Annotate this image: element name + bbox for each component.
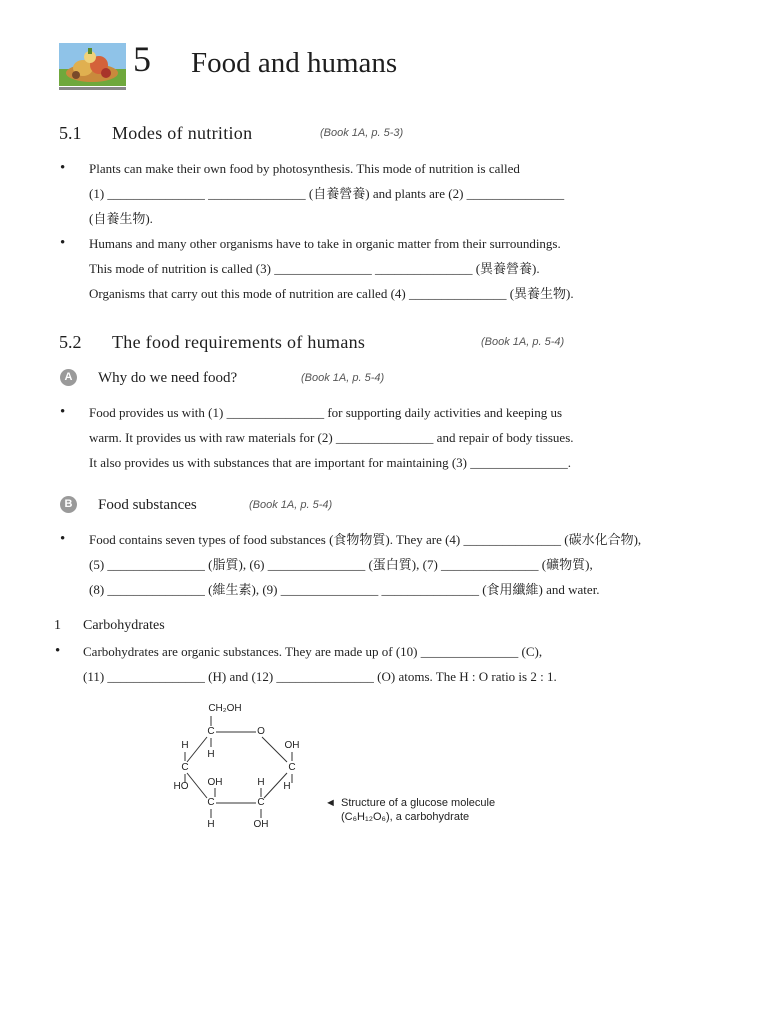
text-line: Food provides us with (1) _______________ for supporting daily activities and keeping us: [89, 405, 563, 420]
subsection-number: 1: [54, 618, 61, 633]
text-line: Food contains seven types of food substances (食物物質). They are (4) _______________ (碳水化合物),: [89, 532, 642, 547]
section-number-5-2: 5.2: [59, 332, 82, 352]
text-line: This mode of nutrition is called (3) _______________ _______________ (異養營養).: [89, 261, 540, 276]
section-ref-5-1: (Book 1A, p. 5-3): [320, 127, 404, 139]
chem-label-oh-c3: OH: [207, 777, 223, 788]
chem-label-oh-c2: OH: [253, 819, 269, 830]
chem-label-c5: C: [207, 726, 215, 737]
bullet-marker: •: [60, 160, 66, 176]
section-title-5-2: The food requirements of humans: [112, 332, 366, 352]
chapter-number: 5: [133, 39, 151, 79]
text-line: (8) _______________ (維生素), (9) _______________ _______________ (食用纖維) and water.: [89, 582, 600, 597]
paragraph-photosynthesis: [89, 156, 564, 231]
chem-label-ch2oh: CH₂OH: [208, 703, 242, 714]
bullet-marker: •: [60, 531, 66, 547]
part-a-badge: A: [60, 369, 77, 386]
section-number-5-1: 5.1: [59, 123, 82, 143]
chem-label-h-c4: H: [181, 740, 189, 751]
chem-label-h-c1: H: [283, 781, 291, 792]
part-b-title: Food substances: [98, 497, 197, 513]
bullet-marker: •: [60, 404, 66, 420]
chem-label-c3: C: [207, 797, 215, 808]
chem-label-oh-c1: OH: [284, 740, 300, 751]
part-a-ref: (Book 1A, p. 5-4): [301, 372, 385, 384]
text-line: warm. It provides us with raw materials for (2) _______________ and repair of body tissues.: [89, 430, 574, 445]
text-line: (1) _______________ _______________ (自養營養) and plants are (2) _______________: [89, 186, 565, 201]
subsection-title-carbohydrates: Carbohydrates: [83, 618, 165, 633]
chem-label-c4: C: [181, 762, 189, 773]
chem-label-h-c2: H: [257, 777, 265, 788]
section-ref-5-2: (Book 1A, p. 5-4): [481, 336, 565, 348]
paragraph-carbohydrates: [83, 639, 557, 689]
paragraph-heterotrophic: [89, 231, 574, 306]
caption-arrow-icon: ◄: [325, 797, 336, 809]
text-line: Organisms that carry out this mode of nutrition are called (4) _______________ (異養生物).: [89, 286, 574, 301]
text-line: Plants can make their own food by photosynthesis. This mode of nutrition is called: [89, 161, 520, 176]
chapter-logo-image: [59, 43, 126, 86]
section-title-5-1: Modes of nutrition: [112, 123, 253, 143]
part-a-title: Why do we need food?: [98, 370, 238, 386]
text-line: Humans and many other organisms have to take in organic matter from their surroundings.: [89, 236, 561, 251]
chem-label-ring-o: O: [257, 726, 265, 737]
text-line: (自養生物).: [89, 211, 153, 226]
part-b-badge: B: [60, 496, 77, 513]
food-pile-icon: [59, 43, 126, 86]
text-line: It also provides us with substances that are important for maintaining (3) _______________.: [89, 455, 571, 470]
text-line: Carbohydrates are organic substances. They are made up of (10) _______________ (C),: [83, 644, 543, 659]
chem-label-h-c3: H: [207, 819, 215, 830]
text-line: (5) _______________ (脂質), (6) _______________ (蛋白質), (7) _______________ (礦物質),: [89, 557, 593, 572]
bullet-marker: •: [55, 643, 61, 659]
paragraph-food-substances: [89, 527, 641, 602]
chem-label-h-c5: H: [207, 749, 215, 760]
part-b-ref: (Book 1A, p. 5-4): [249, 499, 333, 511]
figure-caption: [341, 796, 495, 824]
caption-line: Structure of a glucose molecule: [341, 797, 496, 809]
caption-line: (C₆H₁₂O₆), a carbohydrate: [341, 811, 470, 823]
chapter-title: Food and humans: [191, 47, 398, 79]
paragraph-why-food: [89, 400, 574, 475]
chem-label-c2: C: [257, 797, 265, 808]
chem-label-c1: C: [288, 762, 296, 773]
header-rule: [59, 87, 126, 90]
bullet-marker: •: [60, 235, 66, 251]
text-line: (11) _______________ (H) and (12) _______________ (O) atoms. The H : O ratio is 2 : 1.: [83, 669, 557, 684]
chem-label-ho-c4: HO: [173, 781, 189, 792]
